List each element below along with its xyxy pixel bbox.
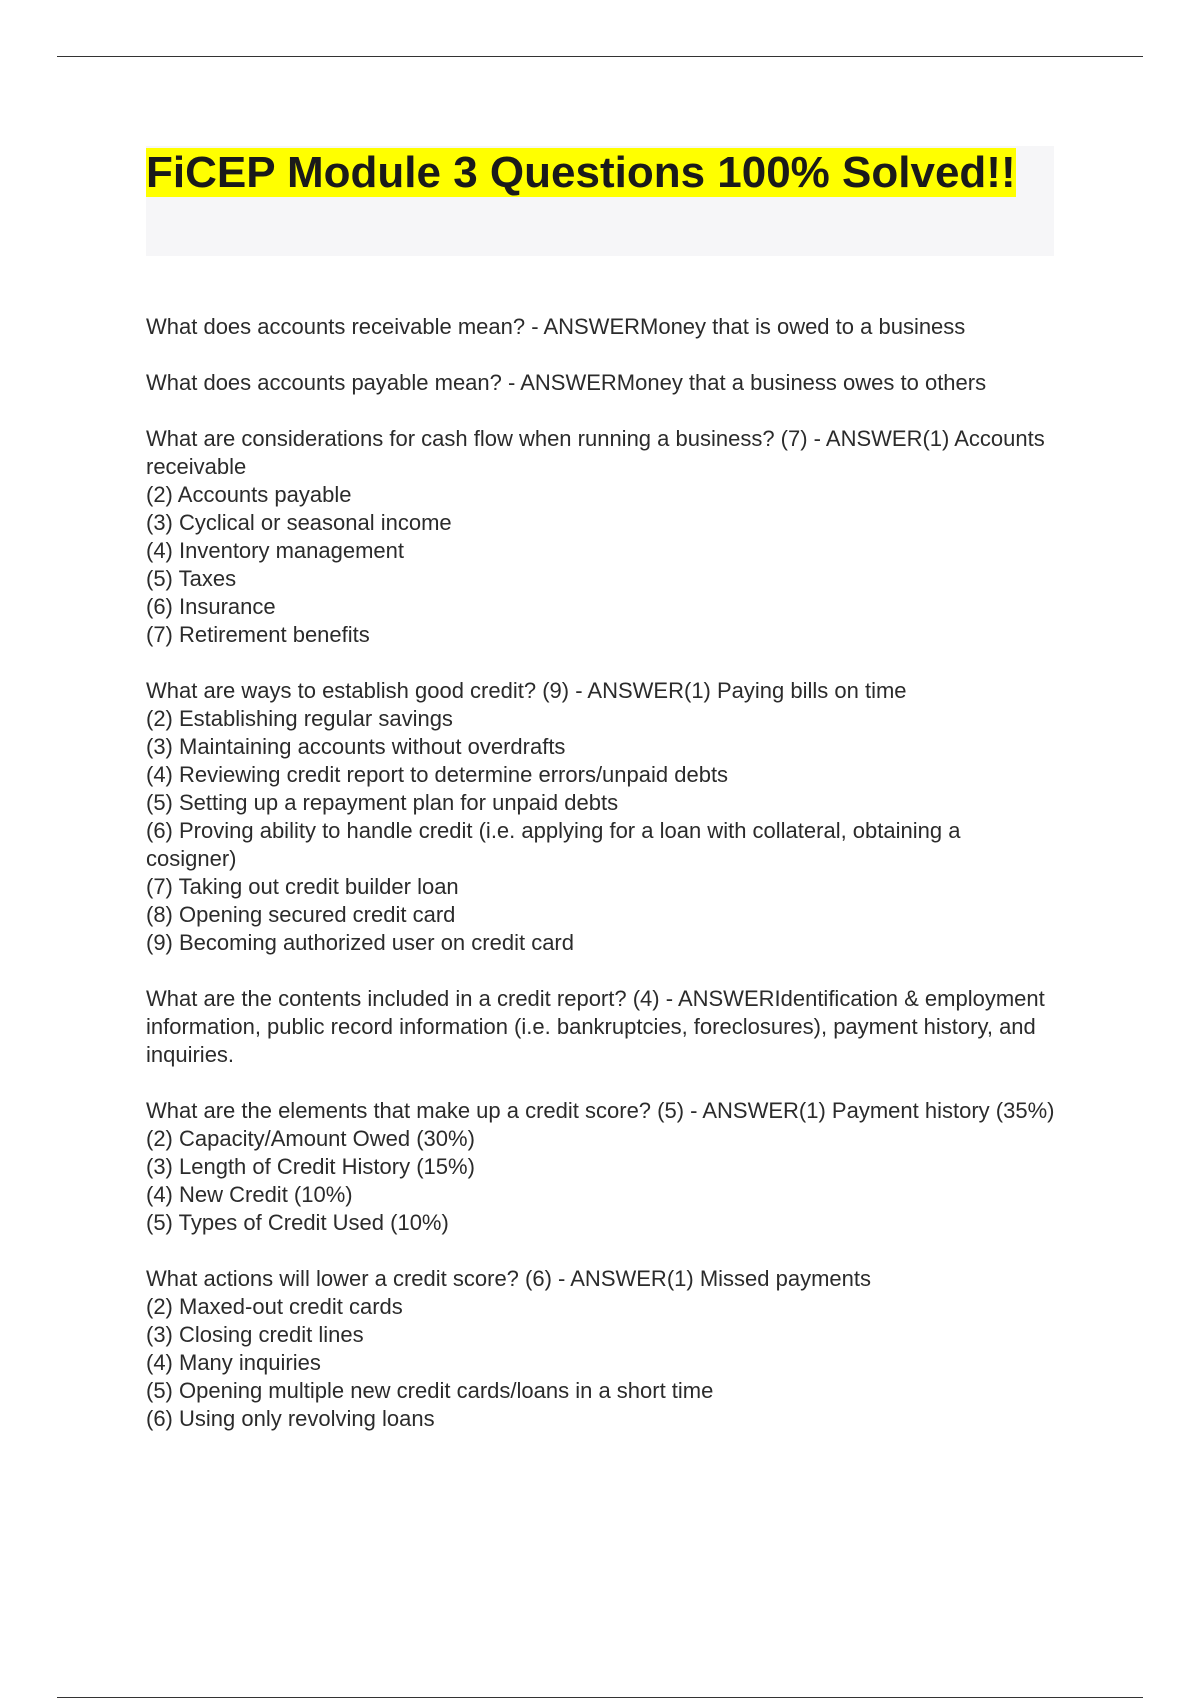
document-title-text: FiCEP Module 3 Questions 100% Solved!! <box>146 148 1016 197</box>
answer-list-item: (6) Using only revolving loans <box>146 1406 435 1431</box>
question-text: What does accounts payable mean? - ANSWERMoney that a business owes to others <box>146 370 987 395</box>
answer-list-item: (2) Establishing regular savings <box>146 706 453 731</box>
answer-list-item: (2) Maxed-out credit cards <box>146 1294 403 1319</box>
answer-list-item: (8) Opening secured credit card <box>146 902 456 927</box>
answer-list-item: (4) Inventory management <box>146 538 405 563</box>
answer-list-item: (2) Capacity/Amount Owed (30%) <box>146 1126 475 1151</box>
qa-item <box>146 1097 1056 1237</box>
question-text: What actions will lower a credit score? (6) - ANSWER(1) Missed payments <box>146 1266 871 1291</box>
qa-item <box>146 369 1056 397</box>
answer-list-item: (5) Types of Credit Used (10%) <box>146 1210 449 1235</box>
answer-list-item: (7) Retirement benefits <box>146 622 370 647</box>
qa-item <box>146 425 1056 649</box>
answer-list-item: (5) Setting up a repayment plan for unpaid debts <box>146 790 619 815</box>
answer-list-item: (3) Cyclical or seasonal income <box>146 510 452 535</box>
answer-list-item: (3) Maintaining accounts without overdrafts <box>146 734 566 759</box>
document-body <box>146 313 1056 1461</box>
answer-list-item: (4) Many inquiries <box>146 1350 321 1375</box>
answer-list-item: (5) Opening multiple new credit cards/loans in a short time <box>146 1378 714 1403</box>
qa-item <box>146 1265 1056 1433</box>
question-text: What are the elements that make up a credit score? (5) - ANSWER(1) Payment history (35%) <box>146 1098 1055 1123</box>
answer-list-item: (7) Taking out credit builder loan <box>146 874 459 899</box>
answer-list-item: (4) New Credit (10%) <box>146 1182 353 1207</box>
answer-list-item: (3) Closing credit lines <box>146 1322 364 1347</box>
answer-list-item: (5) Taxes <box>146 566 237 591</box>
answer-list-item: (9) Becoming authorized user on credit card <box>146 930 574 955</box>
header-rule <box>57 56 1143 57</box>
footer-rule <box>57 1697 1143 1698</box>
question-text: What does accounts receivable mean? - ANSWERMoney that is owed to a business <box>146 314 966 339</box>
qa-item <box>146 313 1056 341</box>
question-text: What are considerations for cash flow when running a business? (7) - ANSWER(1) Accounts receivable <box>146 426 1045 479</box>
answer-list-item: (4) Reviewing credit report to determine errors/unpaid debts <box>146 762 729 787</box>
answer-list-item: (6) Proving ability to handle credit (i.e. applying for a loan with collateral, obtaining a cosigner) <box>146 818 961 871</box>
qa-item <box>146 677 1056 957</box>
answer-list-item: (6) Insurance <box>146 594 276 619</box>
answer-list-item: (2) Accounts payable <box>146 482 352 507</box>
document-title <box>146 144 1054 201</box>
question-text: What are ways to establish good credit? (9) - ANSWER(1) Paying bills on time <box>146 678 907 703</box>
question-text: What are the contents included in a credit report? (4) - ANSWERIdentification & employment information, public record information (i.e. bankruptcies, foreclosures), payment history, and inquiries. <box>146 986 1045 1067</box>
qa-item <box>146 985 1056 1069</box>
answer-list-item: (3) Length of Credit History (15%) <box>146 1154 475 1179</box>
